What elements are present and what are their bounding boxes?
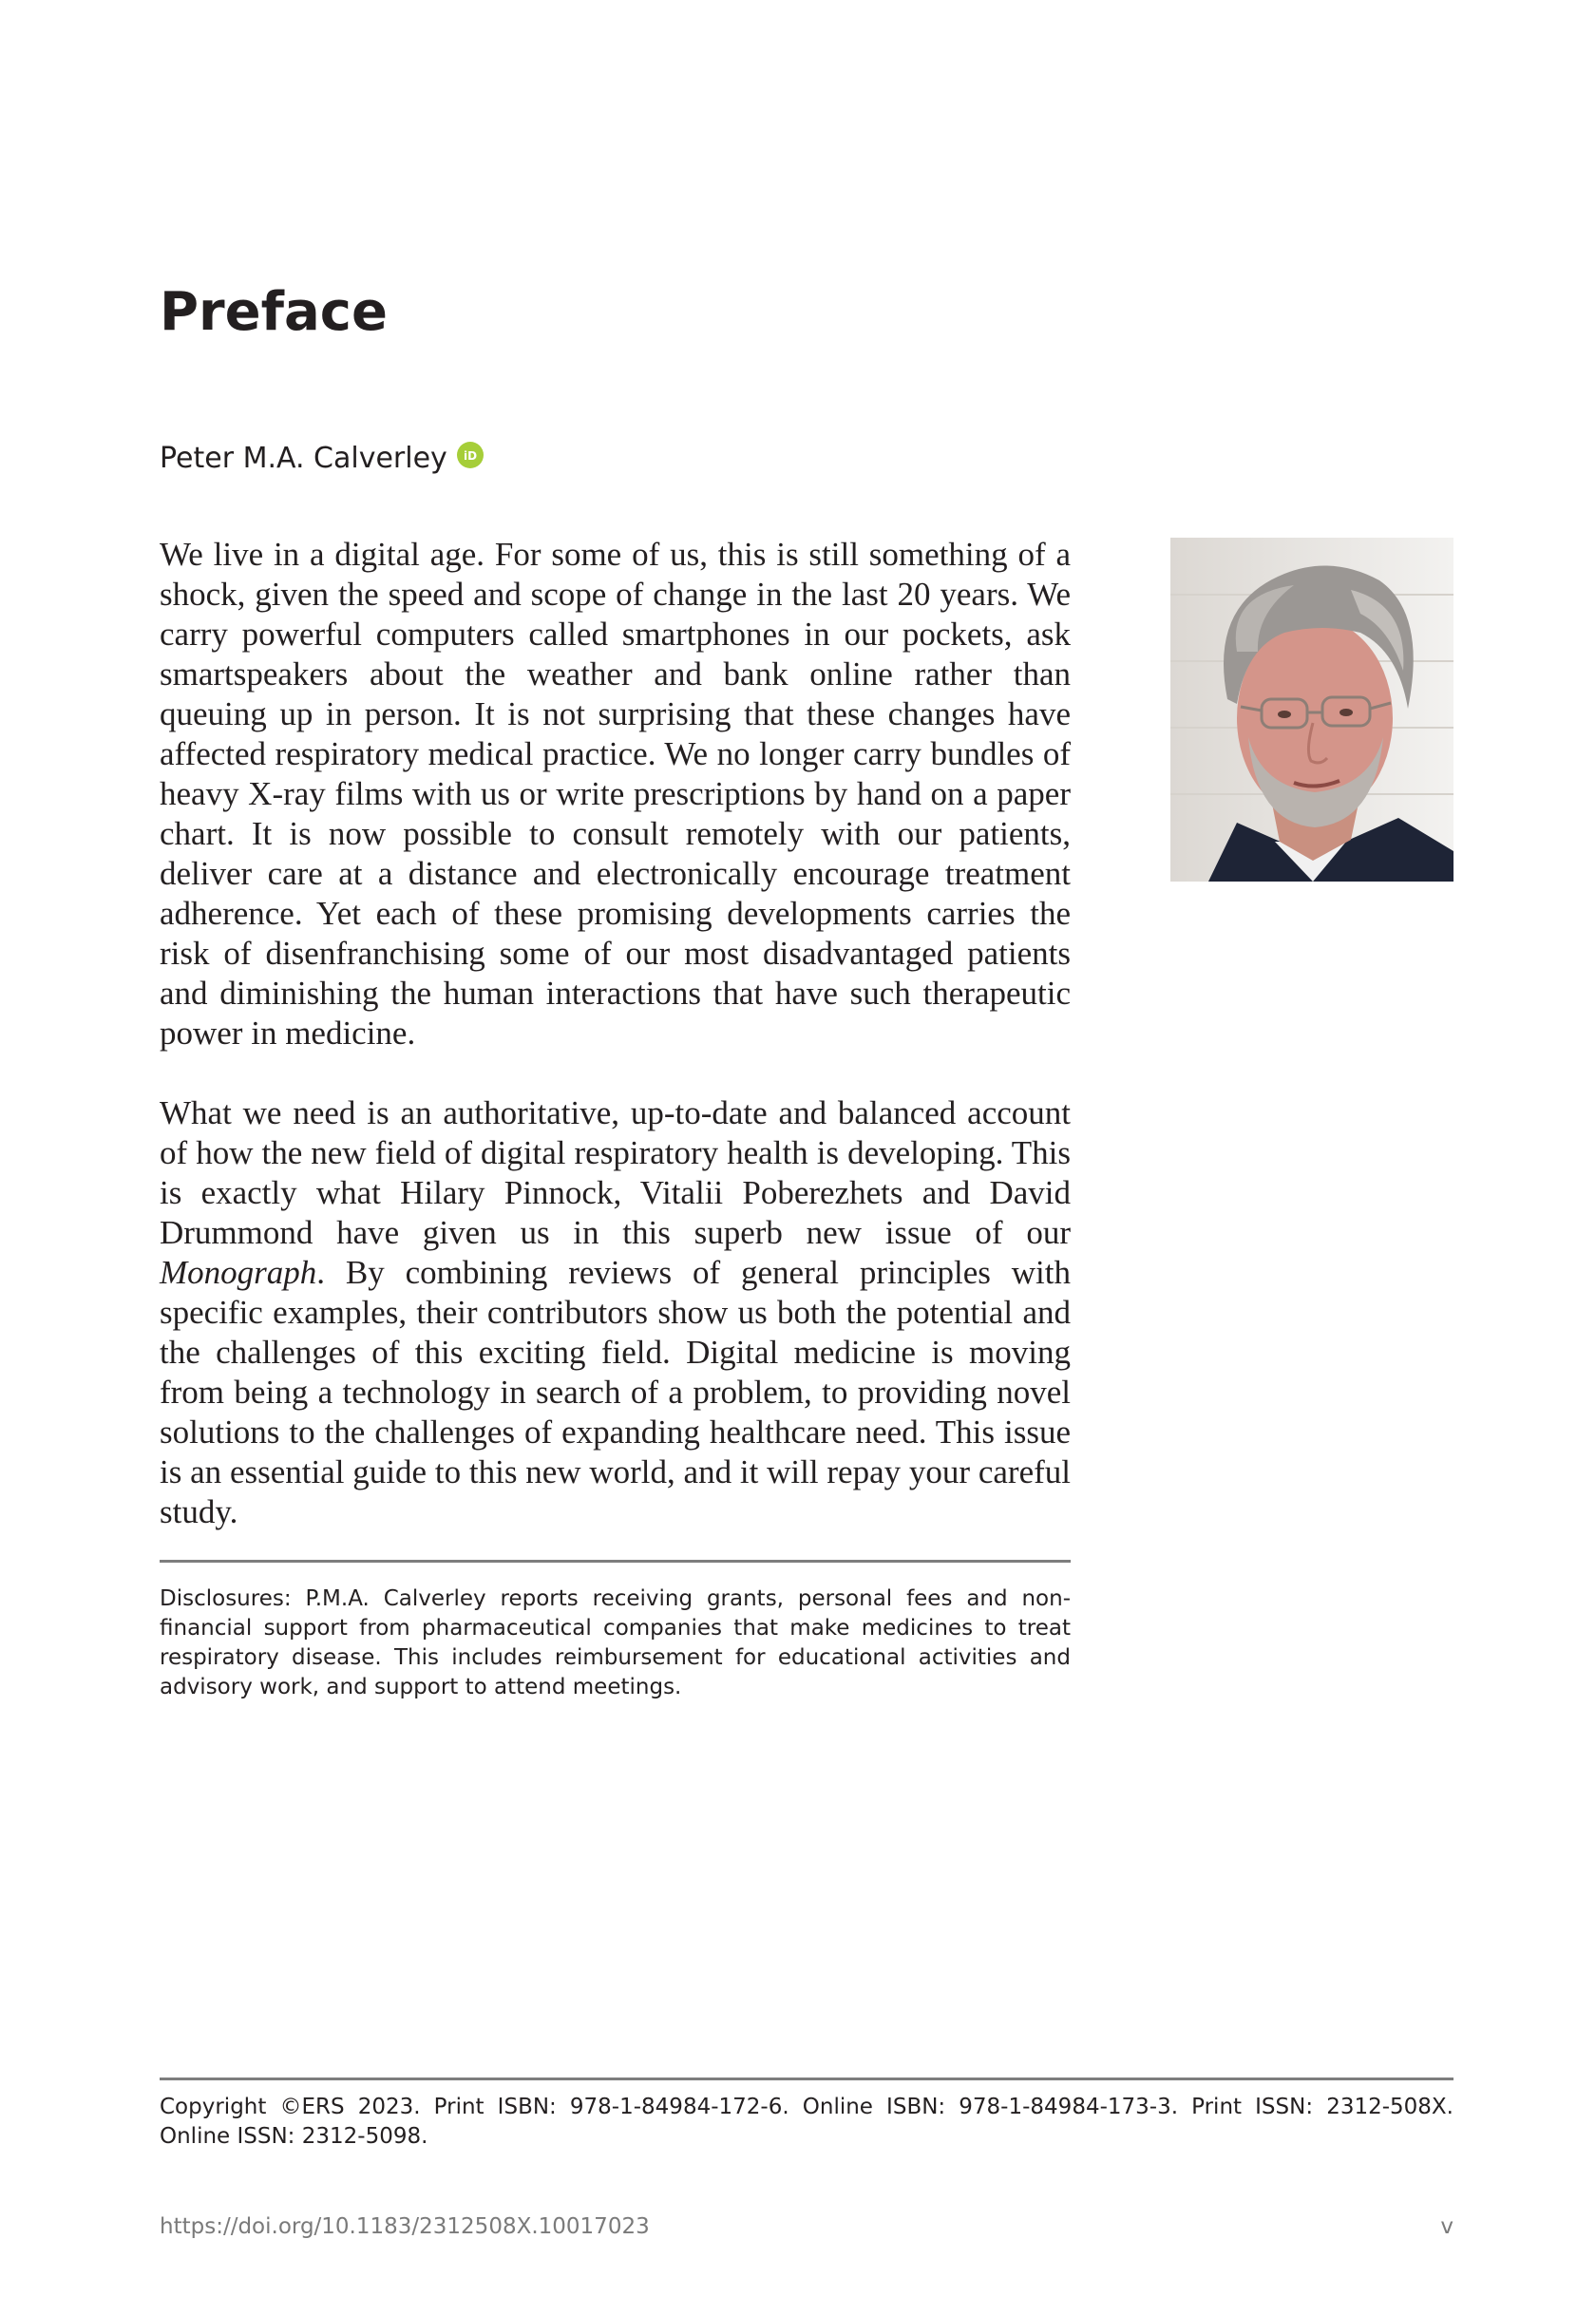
copyright-text: Copyright ©ERS 2023. Print ISBN: 978-1-84984-172-6. Online ISBN: 978-1-84984-173-3. Print ISSN: 2312-508X. Online ISSN: 2312-5098.	[160, 2095, 1454, 2149]
orcid-icon[interactable]	[457, 442, 484, 468]
body-paragraph-1: We live in a digital age. For some of us, this is still something of a shock, given the speed and scope of change in the last 20 years. We carry powerful computers called smartphones in our pockets, ask smartspeakers about the weather and bank online rather than queuing up in person. It is not surprising that these changes have affected respiratory medical practice. We no longer carry bundles of heavy X-ray films with us or write prescriptions by hand on a paper chart. It is now possible to consult remotely with our patients, deliver care at a distance and electronically encourage treatment adherence. Yet each of these promising developments carries the risk of disenfranchising some of our most disadvantaged patients and diminishing the human interactions that have such therapeutic power in medicine.	[160, 536, 1071, 1052]
monograph-title: Monograph	[160, 1254, 317, 1291]
author-line	[160, 438, 484, 480]
disclosure-divider	[160, 1560, 1071, 1563]
author-name: Peter M.A. Calverley	[160, 442, 447, 475]
paragraph-2-text-b: . By combining reviews of general principles with specific examples, their contributors show us both the potential and the challenges of this exciting field. Digital medicine is moving from being a technology in search of a problem, to providing novel solutions to the challenges of expanding healthcare need. This issue is an essential guide to this new world, and it will repay your careful study.	[160, 1254, 1071, 1530]
svg-text:iD: iD	[463, 449, 477, 463]
doi-link[interactable]: https://doi.org/10.1183/2312508X.10017023	[160, 2214, 650, 2239]
disclosures-text: Disclosures: P.M.A. Calverley reports receiving grants, personal fees and non-financial support from pharmaceutical companies that make medicines to treat respiratory disease. This includes reimbursement for educational activities and advisory work, and support to attend meetings.	[160, 1586, 1071, 1699]
author-portrait-photo	[1170, 538, 1454, 882]
preface-body	[160, 535, 1071, 1572]
page-title: Preface	[160, 281, 388, 343]
body-paragraph-2	[160, 1093, 1071, 1532]
footer-divider	[160, 2078, 1454, 2080]
page-number: v	[1440, 2214, 1454, 2239]
paragraph-2-text-a: What we need is an authoritative, up-to-date and balanced account of how the new field of digital respiratory health is developing. This is exactly what Hilary Pinnock, Vitalii Poberezhets and David Drummond have given us in this superb new issue of our	[160, 1094, 1071, 1251]
